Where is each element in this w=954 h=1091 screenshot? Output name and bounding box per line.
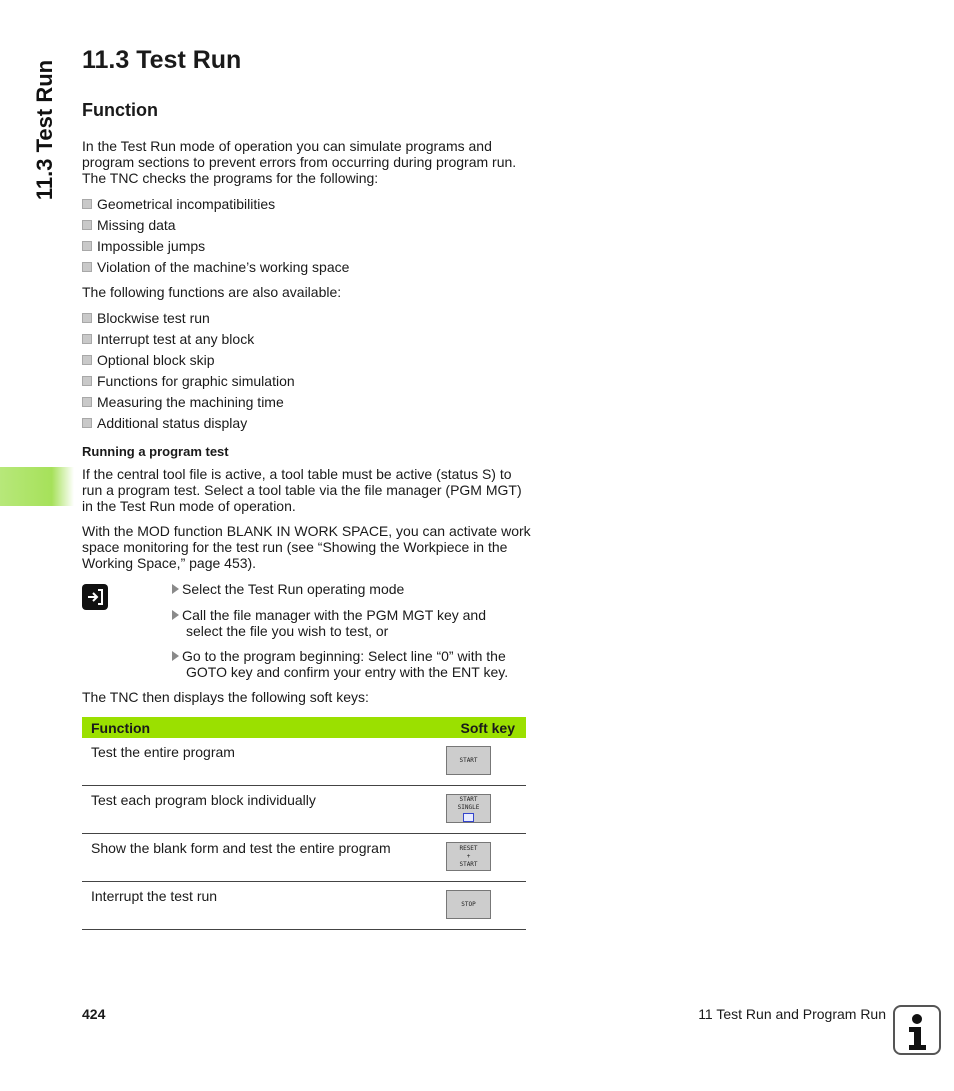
side-chapter-title [28,40,62,220]
mode-key-icon [82,584,108,610]
step-text: Go to the program beginning: Select line “0” with the [182,648,506,664]
softkey-label: START [459,756,478,764]
step-text-continued: select the file you wish to test, or [186,623,389,639]
softkey-label: SINGLE [457,803,480,811]
list-item [82,352,295,373]
step-arrow-icon [172,584,179,594]
table-row [82,738,526,786]
page-number: 424 [82,1006,106,1022]
chapter-footer: 11 Test Run and Program Run [698,1006,886,1022]
column-header-softkey: Soft key [446,717,526,738]
softkey-label: RESET [459,844,478,852]
list-item-text: Measuring the machining time [97,394,284,410]
single-block-icon [463,813,474,822]
step-arrow-icon [172,651,179,661]
list-item-text: Geometrical incompatibilities [97,196,276,212]
list-item [82,394,295,415]
row-description: Test each program block individually [91,792,316,808]
also-available-text: The following functions are also available: [82,284,342,300]
list-item [82,217,349,238]
intro-paragraph: In the Test Run mode of operation you can simulate programs and program sections to prevent errors from occurring during program run. The TNC checks the programs for the following: [82,138,517,186]
bullet-icon [82,376,92,386]
arrow-into-bracket-icon [85,588,105,606]
reset-start-softkey[interactable] [446,842,491,871]
bullet-icon [82,355,92,365]
step-text: Select the Test Run operating mode [182,581,405,597]
list-item [82,238,349,259]
column-header-function: Function [82,717,446,738]
bullet-icon [82,220,92,230]
softkey-table [82,717,526,930]
bullet-icon [82,313,92,323]
table-row [82,882,526,930]
info-icon [893,1005,941,1055]
subsection-heading: Running a program test [82,444,229,459]
list-item-text: Interrupt test at any block [97,331,255,347]
bullet-icon [82,397,92,407]
bullet-icon [82,418,92,428]
chapter-tab-marker [0,467,74,506]
list-item-text: Optional block skip [97,352,215,368]
info-glyph-icon [895,1007,939,1053]
list-item [82,373,295,394]
list-item [82,196,349,217]
step-arrow-icon [172,610,179,620]
start-softkey[interactable] [446,746,491,775]
list-item [82,331,295,352]
softkey-label: STOP [461,900,476,908]
step-text: Call the file manager with the PGM MGT key and [182,607,486,623]
list-item [82,310,295,331]
list-item-text: Missing data [97,217,176,233]
list-item-text: Impossible jumps [97,238,206,254]
side-chapter-title-text: 11.3 Test Run [32,59,58,201]
list-item [82,259,349,280]
softkey-label: START [459,860,478,868]
bullet-icon [82,334,92,344]
list-item-text: Functions for graphic simulation [97,373,295,389]
bullet-icon [82,262,92,272]
section-heading: Function [82,100,158,120]
step-goto-beginning [172,648,532,680]
list-item-text: Blockwise test run [97,310,210,326]
tool-table-paragraph: If the central tool file is active, a tool table must be active (status S) to run a program test. Select a tool table via the file manager (PGM MGT) in the Test Run mode of operation. [82,466,522,514]
checks-list [82,196,349,280]
list-item-text: Violation of the machine’s working space [97,259,350,275]
row-description: Test the entire program [91,744,235,760]
step-select-mode [172,581,532,597]
step-text-continued: GOTO key and confirm your entry with the ENT key. [186,664,509,680]
bullet-icon [82,241,92,251]
page-title: 11.3 Test Run [82,46,242,74]
bullet-icon [82,199,92,209]
list-item-text: Additional status display [97,415,248,431]
softkey-label: START [459,795,478,803]
softkeys-intro: The TNC then displays the following soft keys: [82,689,369,705]
list-item [82,415,295,436]
row-description: Show the blank form and test the entire program [91,840,391,856]
row-description: Interrupt the test run [91,888,218,904]
step-file-manager [172,607,532,639]
softkey-label: + [466,852,471,860]
table-header-row [82,717,526,738]
workspace-paragraph: With the MOD function BLANK IN WORK SPACE, you can activate work space monitoring for the test run (see “Showing the Workpiece in the Working Space,” page 453). [82,523,531,571]
stop-softkey[interactable] [446,890,491,919]
table-row [82,834,526,882]
functions-list [82,310,295,436]
table-row [82,786,526,834]
start-single-softkey[interactable] [446,794,491,823]
